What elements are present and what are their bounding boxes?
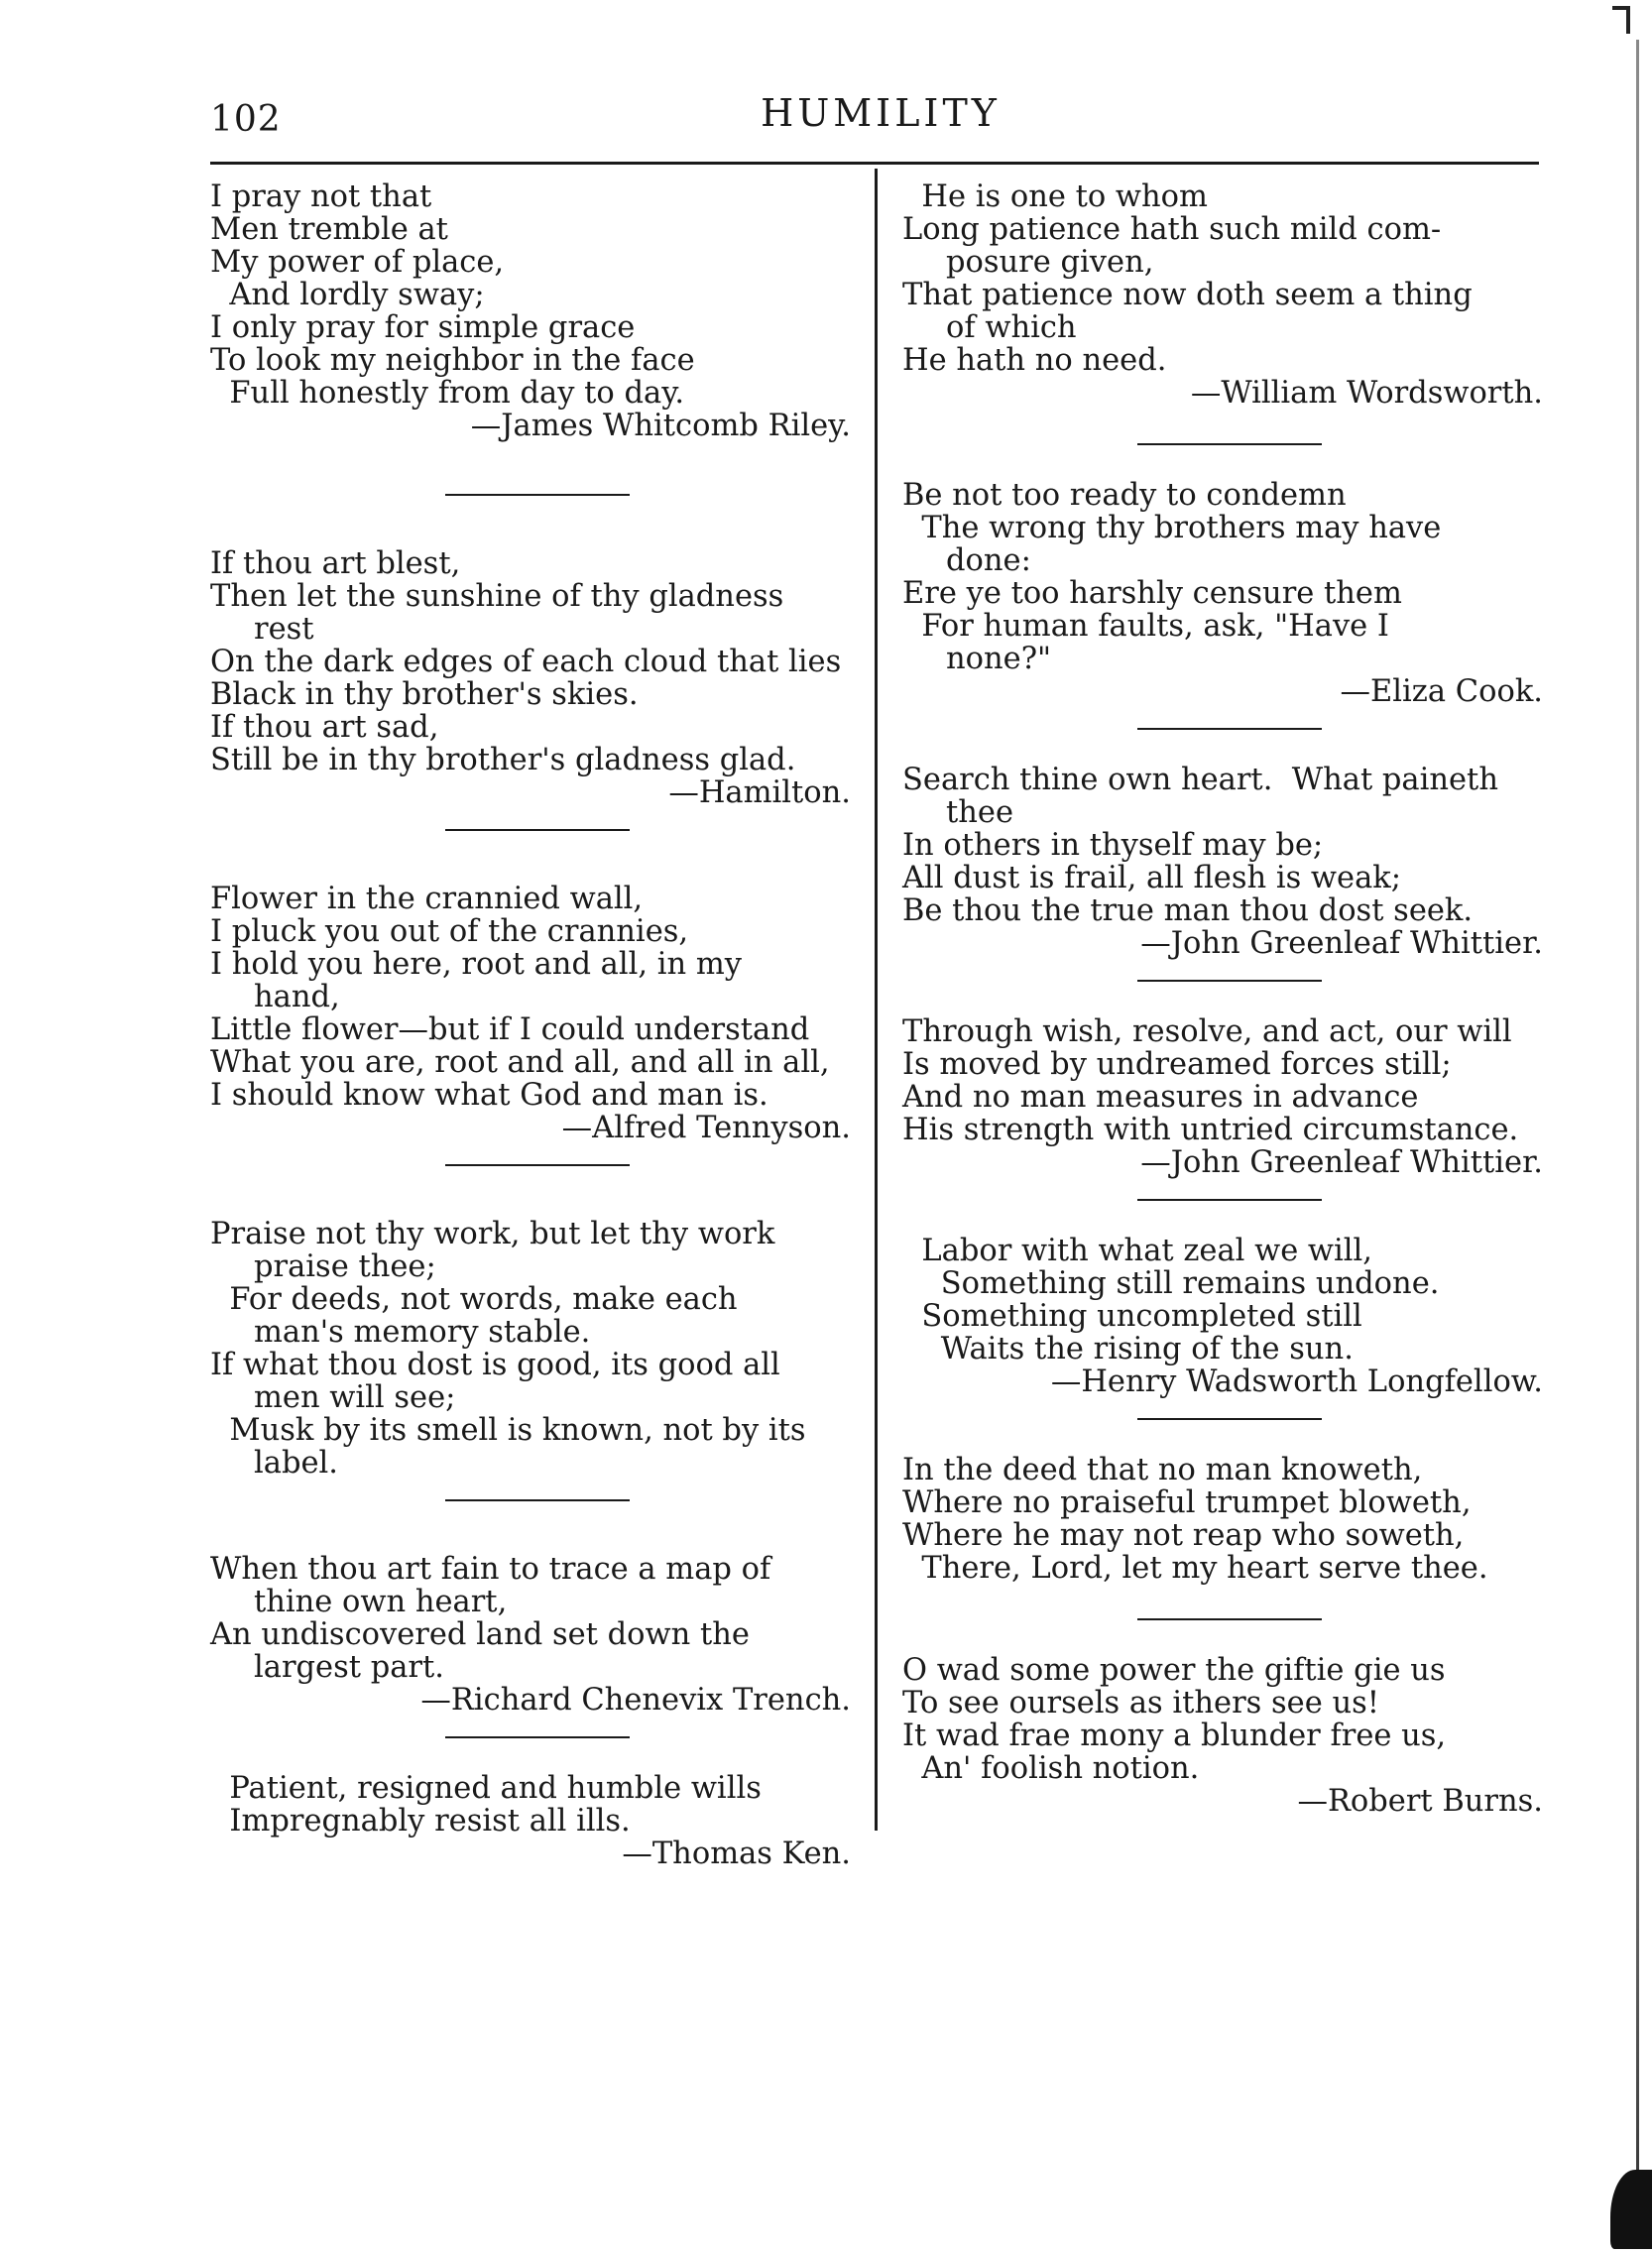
poem-line: All dust is frail, all flesh is weak; — [902, 861, 1402, 895]
page-number: 102 — [210, 99, 282, 140]
poem-line: Little flower—but if I could understand — [210, 1012, 810, 1047]
poem-line: To look my neighbor in the face — [210, 343, 695, 378]
poem-attribution: —John Greenleaf Whittier. — [1140, 1145, 1543, 1180]
poem-line: In the deed that no man knoweth, — [902, 1453, 1423, 1487]
poem-line: Search thine own heart. What paineth — [902, 763, 1498, 797]
poem-line: Black in thy brother's skies. — [210, 677, 639, 712]
poem-line: In others in thyself may be; — [902, 828, 1324, 863]
poem-line: He hath no need. — [902, 343, 1167, 378]
scan-corner-mark — [1626, 6, 1630, 34]
poem-line: To see oursels as ithers see us! — [902, 1686, 1380, 1720]
poem-line: And no man measures in advance — [902, 1080, 1419, 1115]
poem-ken — [210, 1772, 865, 1870]
poem-line: hand, — [254, 980, 340, 1014]
poem-line: largest part. — [254, 1650, 444, 1685]
poem-attribution: —Eliza Cook. — [1340, 674, 1543, 709]
poem-line: Long patience hath such mild com- — [902, 212, 1442, 247]
poem-line: I only pray for simple grace — [210, 310, 636, 345]
poem-line: O wad some power the giftie gie us — [902, 1653, 1446, 1688]
poem-line: He is one to whom — [902, 179, 1208, 214]
poem-line: If thou art blest, — [210, 546, 461, 581]
poem-line: thee — [946, 795, 1013, 830]
poem-line: Something uncompleted still — [902, 1299, 1362, 1334]
poem-line: An undiscovered land set down the — [210, 1617, 750, 1652]
poem-line: of which — [946, 310, 1077, 345]
poem-longfellow — [902, 1235, 1557, 1398]
poem-line: Musk by its smell is known, not by its — [210, 1413, 806, 1448]
poem-line: Through wish, resolve, and act, our will — [902, 1014, 1512, 1049]
poem-line: It wad frae mony a blunder free us, — [902, 1719, 1447, 1753]
poem-line: The wrong thy brothers may have — [902, 511, 1442, 545]
poem-line: Then let the sunshine of thy gladness — [210, 579, 784, 614]
poem-line: Impregnably resist all ills. — [210, 1804, 631, 1839]
poem-line: thine own heart, — [254, 1585, 508, 1619]
poem-line: Full honestly from day to day. — [210, 376, 685, 411]
poem-line: Waits the rising of the sun. — [902, 1332, 1354, 1366]
poem-line: Be thou the true man thou dost seek. — [902, 893, 1474, 928]
running-title: HUMILITY — [761, 91, 1001, 135]
poem-burns — [902, 1654, 1557, 1818]
poem-line: There, Lord, let my heart serve thee. — [902, 1551, 1488, 1586]
poem-praise — [210, 1218, 865, 1480]
poem-attribution: —Richard Chenevix Trench. — [420, 1683, 851, 1718]
poem-line: men will see; — [254, 1380, 456, 1415]
poem-line: If what thou dost is good, its good all — [210, 1348, 780, 1382]
poem-line: If thou art sad, — [210, 710, 439, 745]
poem-line: Still be in thy brother's gladness glad. — [210, 743, 796, 777]
poem-line: praise thee; — [254, 1249, 436, 1284]
poem-line: Flower in the crannied wall, — [210, 882, 644, 916]
poem-line: For human faults, ask, "Have I — [902, 609, 1389, 644]
poem-line: My power of place, — [210, 245, 505, 280]
poem-line: What you are, root and all, and all in all, — [210, 1045, 830, 1080]
poem-line: That patience now doth seem a thing — [902, 278, 1473, 312]
poem-line: label. — [254, 1446, 338, 1481]
poem-whittier-1 — [902, 764, 1557, 960]
poem-attribution: —Alfred Tennyson. — [561, 1111, 851, 1145]
poem-attribution: —John Greenleaf Whittier. — [1140, 926, 1543, 961]
poem-line: Praise not thy work, but let thy work — [210, 1217, 775, 1251]
poem-wordsworth — [902, 180, 1557, 410]
poem-attribution: —Henry Wadsworth Longfellow. — [1050, 1364, 1543, 1399]
poem-line: Labor with what zeal we will, — [902, 1234, 1373, 1268]
poem-line: Men tremble at — [210, 212, 448, 247]
left-column — [210, 180, 865, 1870]
scan-blot — [1610, 2170, 1652, 2249]
poem-line: man's memory stable. — [254, 1315, 591, 1350]
header-rule — [210, 162, 1539, 165]
poem-cook — [902, 479, 1557, 708]
right-column — [902, 180, 1557, 1818]
poem-line: On the dark edges of each cloud that lies — [210, 645, 842, 679]
poem-riley — [210, 180, 865, 442]
poem-line: Ere ye too harshly censure them — [902, 576, 1402, 611]
poem-tennyson — [210, 883, 865, 1144]
poem-line: rest — [254, 612, 314, 647]
scan-edge — [1636, 40, 1639, 2221]
poem-line: Patient, resigned and humble wills — [210, 1771, 762, 1806]
poem-line: His strength with untried circumstance. — [902, 1113, 1519, 1147]
poem-line: done: — [946, 543, 1031, 578]
poem-line: Be not too ready to condemn — [902, 478, 1347, 513]
poem-line: When thou art fain to trace a map of — [210, 1552, 771, 1587]
poem-line: none?" — [946, 642, 1052, 676]
poem-line: posure given, — [946, 245, 1154, 280]
poem-attribution: —William Wordsworth. — [1190, 376, 1543, 411]
poem-trench — [210, 1553, 865, 1717]
poem-line: Where he may not reap who soweth, — [902, 1518, 1465, 1553]
poem-line: I should know what God and man is. — [210, 1078, 768, 1113]
poem-attribution: —James Whitcomb Riley. — [470, 409, 851, 443]
poem-line: Is moved by undreamed forces still; — [902, 1047, 1452, 1082]
poem-hamilton — [210, 547, 865, 809]
poem-line: An' foolish notion. — [902, 1751, 1200, 1786]
poem-line: And lordly sway; — [210, 278, 485, 312]
column-divider — [875, 169, 878, 1831]
poem-line: Something still remains undone. — [902, 1266, 1440, 1301]
poem-attribution: —Hamilton. — [668, 775, 851, 810]
poem-whittier-2 — [902, 1015, 1557, 1179]
poem-line: I pray not that — [210, 179, 432, 214]
poem-line: For deeds, not words, make each — [210, 1282, 738, 1317]
poem-attribution: —Thomas Ken. — [622, 1837, 851, 1871]
poem-line: Where no praiseful trumpet bloweth, — [902, 1485, 1472, 1520]
poem-line: I hold you here, root and all, in my — [210, 947, 742, 982]
poem-attribution: —Robert Burns. — [1297, 1784, 1543, 1819]
poem-deed — [902, 1454, 1557, 1585]
poem-line: I pluck you out of the crannies, — [210, 914, 689, 949]
